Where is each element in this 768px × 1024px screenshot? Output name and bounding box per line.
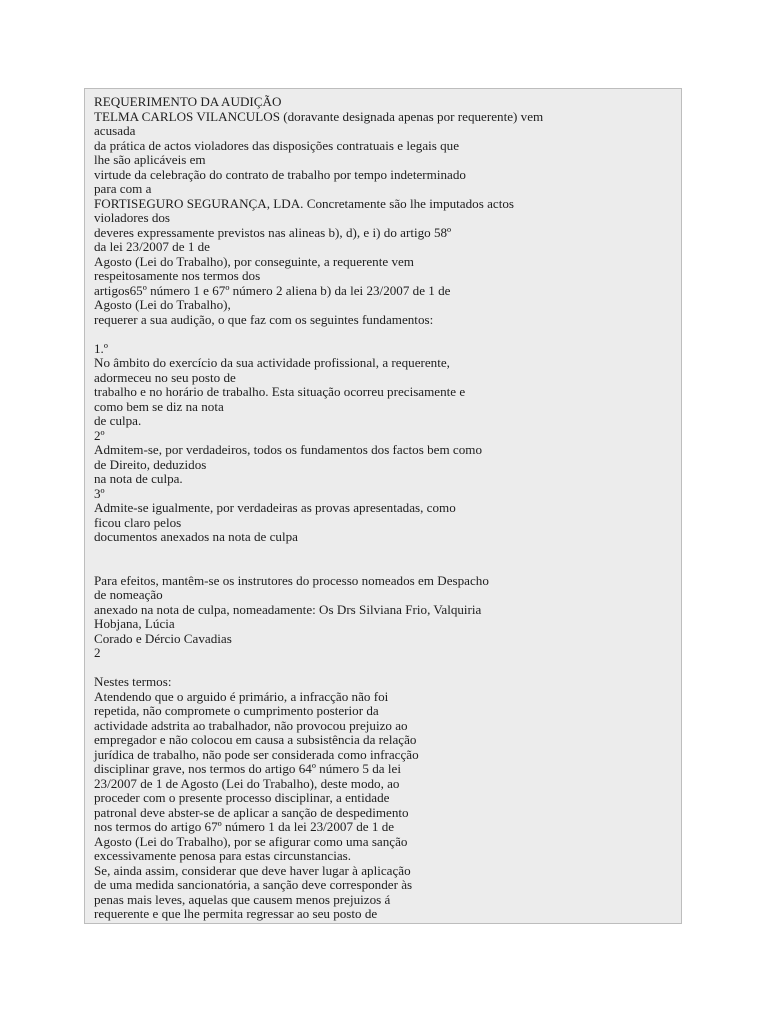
document-line: artigos65º número 1 e 67º número 2 aliena b) da lei 23/2007 de 1 de bbox=[94, 282, 451, 298]
document-line: Se, ainda assim, considerar que deve haver lugar à aplicação bbox=[94, 862, 411, 878]
document-line: patronal deve abster-se de aplicar a sanção de despedimento bbox=[94, 804, 409, 820]
document-line: Para efeitos, mantêm-se os instrutores do processo nomeados em Despacho bbox=[94, 572, 489, 588]
document-line: virtude da celebração do contrato de trabalho por tempo indeterminado bbox=[94, 166, 466, 182]
document-line: anexado na nota de culpa, nomeadamente: Os Drs Silviana Frio, Valquiria bbox=[94, 601, 482, 617]
document-line bbox=[94, 327, 680, 342]
document-line: 1.º bbox=[94, 340, 108, 356]
document-line bbox=[94, 661, 680, 676]
document-line: requerente e que lhe permita regressar ao seu posto de bbox=[94, 906, 378, 921]
document-line: repetida, não compromete o cumprimento posterior da bbox=[94, 703, 379, 718]
document-line: ficou claro pelos bbox=[94, 514, 182, 530]
document-line: 3º bbox=[94, 485, 105, 501]
document-line bbox=[94, 559, 680, 574]
document-line: penas mais leves, aquelas que causem menos prejuizos á bbox=[94, 891, 391, 907]
document-line: respeitosamente nos termos dos bbox=[94, 268, 261, 283]
document-line: Agosto (Lei do Trabalho), por conseguinte, a requerente vem bbox=[94, 253, 414, 269]
document-line: 2º bbox=[94, 427, 105, 443]
document-line: acusada bbox=[94, 123, 136, 138]
document-line: de nomeação bbox=[94, 587, 163, 602]
document-line: da lei 23/2007 de 1 de bbox=[94, 239, 210, 254]
document-line: documentos anexados na nota de culpa bbox=[94, 529, 298, 544]
document-line: como bem se diz na nota bbox=[94, 398, 224, 414]
document-line: nos termos do artigo 67º número 1 da lei 23/2007 de 1 de bbox=[94, 819, 395, 834]
document-line: REQUERIMENTO DA AUDIÇÃO bbox=[94, 94, 282, 109]
document-line: adormeceu no seu posto de bbox=[94, 369, 236, 385]
document-line: Agosto (Lei do Trabalho), bbox=[94, 297, 231, 312]
document-line: deveres expressamente previstos nas alineas b), d), e i) do artigo 58º bbox=[94, 224, 452, 240]
document-line: lhe são aplicáveis em bbox=[94, 152, 206, 167]
document-line: da prática de actos violadores das disposições contratuais e legais que bbox=[94, 137, 460, 153]
document-line: Hobjana, Lúcia bbox=[94, 616, 175, 631]
document-line: na nota de culpa. bbox=[94, 471, 183, 486]
document-line: TELMA CARLOS VILANCULOS (doravante designada apenas por requerente) vem bbox=[94, 108, 544, 124]
document-line: de Direito, deduzidos bbox=[94, 456, 207, 472]
document-line: proceder com o presente processo disciplinar, a entidade bbox=[94, 790, 390, 805]
document-line: empregador e não colocou em causa a subsistência da relação bbox=[94, 732, 417, 747]
document-line: actividade adstrita ao trabalhador, não provocou prejuizo ao bbox=[94, 717, 408, 733]
document-line: para com a bbox=[94, 181, 152, 196]
document-line: trabalho e no horário de trabalho. Esta situação ocorreu precisamente e bbox=[94, 384, 466, 399]
document-line: disciplinar grave, nos termos do artigo 64º número 5 da lei bbox=[94, 761, 401, 776]
document-line: 23/2007 de 1 de Agosto (Lei do Trabalho), deste modo, ao bbox=[94, 775, 400, 791]
document-line: Corado e Dércio Cavadias bbox=[94, 630, 232, 646]
document-line: Nestes termos: bbox=[94, 674, 172, 689]
document-page bbox=[84, 88, 682, 924]
document-line: de culpa. bbox=[94, 413, 142, 428]
document-line: Admite-se igualmente, por verdadeiras as provas apresentadas, como bbox=[94, 500, 456, 515]
document-body bbox=[94, 95, 680, 922]
document-line: 2 bbox=[94, 645, 101, 660]
document-line bbox=[94, 545, 680, 560]
document-line: FORTISEGURO SEGURANÇA, LDA. Concretamente são lhe imputados actos bbox=[94, 195, 514, 211]
document-line: No âmbito do exercício da sua actividade profissional, a requerente, bbox=[94, 355, 450, 370]
document-line: Agosto (Lei do Trabalho), por se afigurar como uma sanção bbox=[94, 833, 408, 849]
document-line: requerer a sua audição, o que faz com os seguintes fundamentos: bbox=[94, 311, 434, 327]
document-line: Admitem-se, por verdadeiros, todos os fundamentos dos factos bem como bbox=[94, 442, 483, 457]
document-line: Atendendo que o arguido é primário, a infracção não foi bbox=[94, 688, 389, 704]
document-line: de uma medida sancionatória, a sanção deve corresponder às bbox=[94, 877, 413, 892]
document-line: excessivamente penosa para estas circunstancias. bbox=[94, 848, 352, 863]
document-line: violadores dos bbox=[94, 210, 171, 225]
document-line: jurídica de trabalho, não pode ser considerada como infracção bbox=[94, 746, 419, 762]
